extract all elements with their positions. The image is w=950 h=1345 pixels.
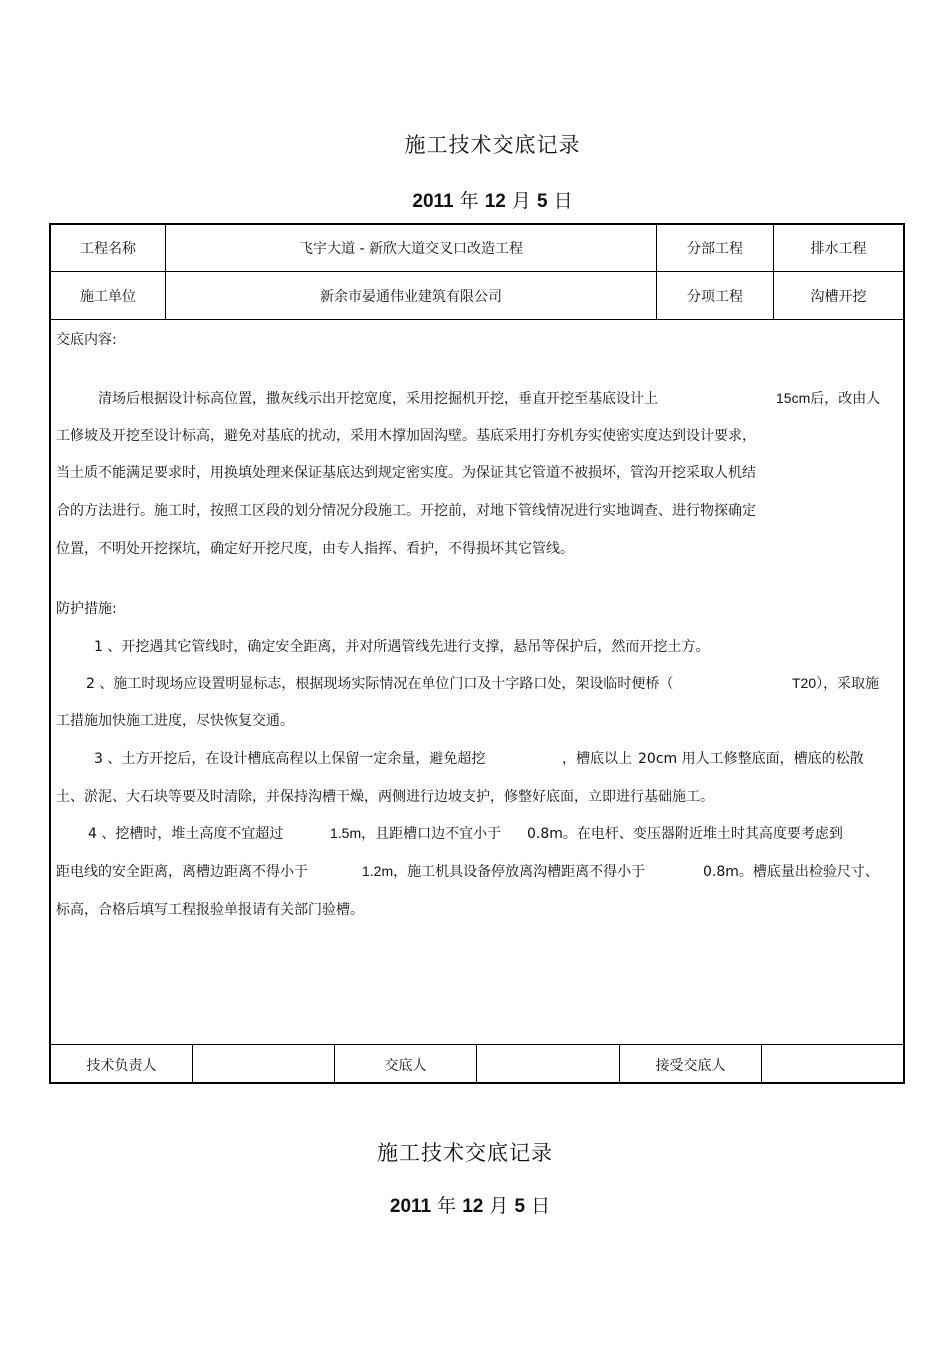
measure-line: 0.8m。在电杆、变压器附近堆土时其高度要考虑到 bbox=[527, 826, 843, 842]
content-line: 15cm后，改由人 bbox=[776, 390, 881, 406]
content-line: 当土质不能满足要求时，用换填处理来保证基底达到规定密实度。为保证其它管道不被损坏，管沟开挖采取人机结 bbox=[56, 465, 756, 481]
date-day: 5 bbox=[536, 191, 548, 212]
measure-line: 工措施加快施工进度，尽快恢复交通。 bbox=[56, 713, 294, 729]
measure-line: T20），采取施 bbox=[792, 675, 880, 691]
subitem-value: 沟槽开挖 bbox=[810, 288, 867, 305]
measure-line: 0.8m。槽底量出检验尺寸、 bbox=[703, 864, 879, 880]
contractor-label: 施工单位 bbox=[80, 288, 136, 305]
page2-date bbox=[0, 1191, 940, 1218]
date-month-unit: 月 bbox=[489, 1195, 509, 1217]
division-value: 排水工程 bbox=[810, 241, 867, 257]
measure-line: 4 、挖槽时，堆土高度不宜超过 bbox=[88, 826, 284, 842]
discloser-signature[interactable] bbox=[477, 1045, 619, 1084]
date-day-unit: 日 bbox=[531, 1195, 551, 1217]
project-name-label: 工程名称 bbox=[80, 241, 136, 257]
tech-lead-label: 技术负责人 bbox=[86, 1057, 157, 1074]
contractor-value: 新余市晏通伟业建筑有限公司 bbox=[320, 288, 502, 305]
record-date bbox=[0, 186, 950, 213]
receiver-signature[interactable] bbox=[762, 1045, 903, 1084]
date-year-unit: 年 bbox=[437, 1195, 457, 1217]
date-year: 2011 bbox=[412, 191, 454, 212]
measure-line: 3 、土方开挖后，在设计槽底高程以上保留一定余量，避免超挖 bbox=[94, 751, 486, 767]
measure-line: 1 、开挖遇其它管线时，确定安全距离，并对所遇管线先进行支撑，悬吊等保护后，然而开挖土方。 bbox=[94, 639, 710, 655]
date-month: 12 bbox=[462, 1196, 484, 1217]
date-year-unit: 年 bbox=[459, 190, 479, 212]
discloser-label: 交底人 bbox=[384, 1057, 427, 1074]
subitem-label: 分项工程 bbox=[687, 288, 743, 305]
content-line: 合的方法进行。施工时，按照工区段的划分情况分段施工。开挖前，对地下管线情况进行实地调查、进行物探确定 bbox=[56, 503, 756, 519]
date-day-unit: 日 bbox=[553, 190, 573, 212]
content-line: 位置，不明处开挖探坑，确定好开挖尺度，由专人指挥、看护，不得损坏其它管线。 bbox=[56, 541, 574, 557]
disclosure-heading: 交底内容: bbox=[56, 332, 117, 348]
project-name-value: 飞宇大道 - 新欣大道交叉口改造工程 bbox=[299, 241, 523, 257]
measure-line: ，槽底以上 bbox=[562, 751, 632, 767]
measure-line: 2 、施工时现场应设置明显标志，根据现场实际情况在单位门口及十字路口处，架设临时便桥（ bbox=[86, 676, 674, 692]
row-divider bbox=[49, 319, 905, 320]
measure-line: 20cm 用人工修整底面，槽底的松散 bbox=[638, 751, 864, 767]
page-title: 施工技术交底记录 bbox=[404, 133, 581, 157]
date-month: 12 bbox=[484, 191, 506, 212]
date-year: 2011 bbox=[389, 1196, 432, 1217]
measure-line: 土、淤泥、大石块等要及时清除，并保持沟槽干燥，两侧进行边坡支护，修整好底面，立即进行基础施工。 bbox=[56, 789, 714, 805]
measure-line: 标高，合格后填写工程报验单报请有关部门验槽。 bbox=[56, 902, 364, 918]
division-label: 分部工程 bbox=[687, 241, 743, 257]
measure-line: 1.5m，且距槽口边不宜小于 bbox=[330, 825, 502, 841]
measure-line: 距电线的安全距离，离槽边距离不得小于 bbox=[56, 864, 308, 880]
protection-heading: 防护措施: bbox=[56, 601, 117, 617]
content-line: 工修坡及开挖至设计标高，避免对基底的扰动，采用木撑加固沟壁。基底采用打夯机夯实使密实度达到设计要求， bbox=[56, 428, 756, 444]
page2-title: 施工技术交底记录 bbox=[377, 1141, 553, 1165]
tech-lead-signature[interactable] bbox=[193, 1045, 334, 1084]
measure-line: 1.2m，施工机具设备停放离沟槽距离不得小于 bbox=[362, 863, 646, 879]
date-month-unit: 月 bbox=[511, 190, 531, 212]
date-day: 5 bbox=[514, 1196, 526, 1217]
receiver-label: 接受交底人 bbox=[655, 1057, 726, 1074]
content-line: 清场后根据设计标高位置，撒灰线示出开挖宽度，采用挖掘机开挖，垂直开挖至基底设计上 bbox=[98, 391, 658, 407]
